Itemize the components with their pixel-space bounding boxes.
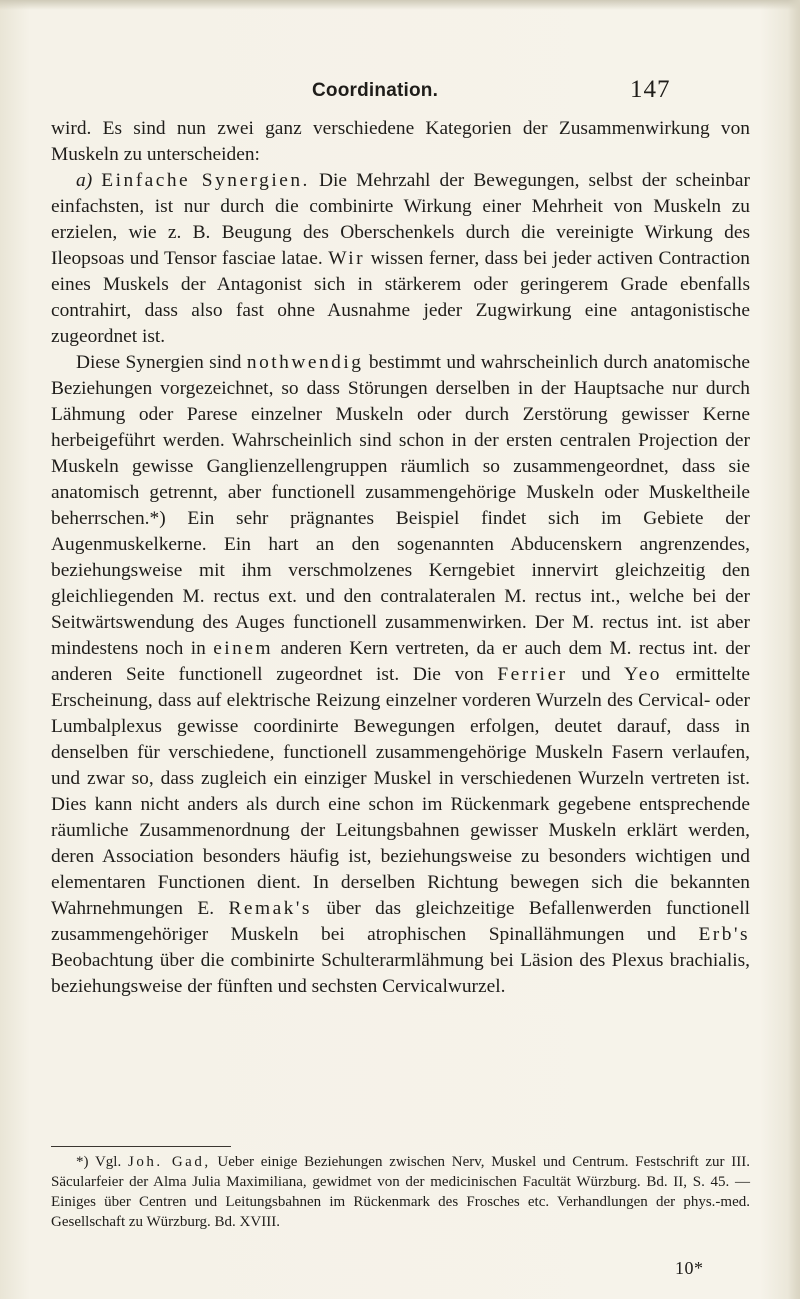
paragraph-text: wissen ferner, dass bei jeder activen Contraction eines Muskels der Antagonist sich in stärkerem oder geringerem Grade ebenfalls contrahirt, dass also fast ohne Ausnahme jeder Zugwirkung eine antagonistische zugeordnet ist. [51,248,750,347]
paragraph-text: über das gleichzeitige Befallenwerden functionell zusammengehöriger Muskeln bei atrophischen Spinallähmungen und [51,898,750,945]
paragraph-text: Diese Synergien sind [76,352,242,373]
footnote-marker: *) Vgl. [76,1154,122,1170]
main-text [51,116,750,1000]
paragraph-text: anderen Kern vertreten, da er auch dem M. rectus int. der anderen Seite functionell zugeordnet ist. Die von [51,638,750,685]
paragraph-text: Beobachtung über die combinirte Schulterarmlähmung bei Läsion des Plexus brachialis, beziehungsweise der fünften und sechsten Cervicalwurzel. [51,950,750,997]
scan-shadow-right [788,0,800,1299]
page-header [0,78,800,108]
footnote-author: Joh. Gad, [128,1154,211,1170]
conjunction: und [581,664,611,685]
author-erb: Erb's [698,924,750,945]
footnote-divider [51,1146,231,1147]
author-yeo: Yeo [624,664,663,685]
page-number: 147 [630,76,671,103]
paragraph-text: bestimmt und wahrscheinlich durch anatomische Beziehungen vorgezeichnet, so dass Störungen derselben in der Hauptsache nur durch Lähmung oder Parese einzelner Muskeln oder durch Zerstörung gewisser Kerne herbeigeführt werden. Wahrscheinlich sind schon in der ersten centralen Projection der Muskeln gewisse Ganglienzellengruppen räumlich so zusammengeordnet, dass sie anatomisch getrennt, aber functionell zusammengehörige Muskeln oder Muskeltheile beherrschen.*) Ein sehr prägnantes Beispiel findet sich im Gebiete der Augenmuskelkerne. Ein hart an den sogenannten Abducenskern angrenzendes, beziehungsweise mit ihm verschmolzenes Kerngebiet innervirt gleichzeitig den gleichliegenden M. rectus ext. und den contralateralen M. rectus int., welche bei der Seitwärtswendung des Auges functionell zusammenwirken. Der M. rectus int. ist aber mindestens noch in [51,352,750,659]
sheet-signature: 10* [675,1258,704,1278]
footnote-text [51,1152,750,1232]
author-remak: Remak's [228,898,312,919]
list-label: a) [76,170,93,191]
paragraph-synergy-anatomy [51,350,750,1000]
paragraph-text: ermittelte Erscheinung, dass auf elektrische Reizung einzelner vorderen Wurzeln des Cervical- oder Lumbalplexus gewisse coordinirte Bewegungen erfolgen, deutet darauf, dass in denselben für verschiedene, functionell zusammengehörige Muskeln Fasern verlaufen, und zwar so, dass zugleich ein einziger Muskel in verschiedenen Wurzeln vertreten ist. Dies kann nicht anders als durch eine schon im Rückenmark gegebene entsprechende räumliche Zusammenordnung der Leitungsbahnen gewisser Muskeln erklärt werden, deren Association besonders häufig ist, beziehungsweise zu besonders wichtigen und elementaren Functionen dient. In derselben Richtung bewegen sich die bekannten Wahrnehmungen E. [51,664,751,919]
running-title: Coordination. [312,80,439,101]
footnote [51,1152,750,1232]
scan-shadow-top [0,0,800,10]
paragraph-text: Die Mehrzahl der Bewegungen, selbst der scheinbar einfachsten, ist nur durch die combinirte Wirkung einer Mehrheit von Muskeln zu erzielen, wie z. B. Beugung des Oberschenkels durch die vereinigte Wirkung des Ileopsoas und Tensor fasciae latae. [51,170,750,269]
footnote-citation: Ueber einige Beziehungen zwischen Nerv, Muskel und Centrum. Festschrift zur III. Säcularfeier der Alma Julia Maximiliana, gewidmet von der medicinischen Facultät Würzburg. Bd. II, S. 45. — Einiges über Centren und Leitungsbahnen im Rückenmark des Frosches etc. Verhandlungen der phys.-med. Gesellschaft zu Würzburg. Bd. XVIII. [51,1154,751,1230]
paragraph-simple-synergies [51,168,750,350]
emphasis-wir: Wir [328,248,366,269]
paragraph-intro-text: wird. Es sind nun zwei ganz verschiedene Kategorien der Zusammenwirkung von Muskeln zu unterscheiden: [51,118,750,165]
paragraph-intro [51,116,750,168]
emphasis-einem: einem [213,638,274,659]
section-term: Einfache Synergien. [101,170,310,191]
emphasis-nothwendig: nothwendig [246,352,364,373]
author-ferrier: Ferrier [497,664,568,685]
